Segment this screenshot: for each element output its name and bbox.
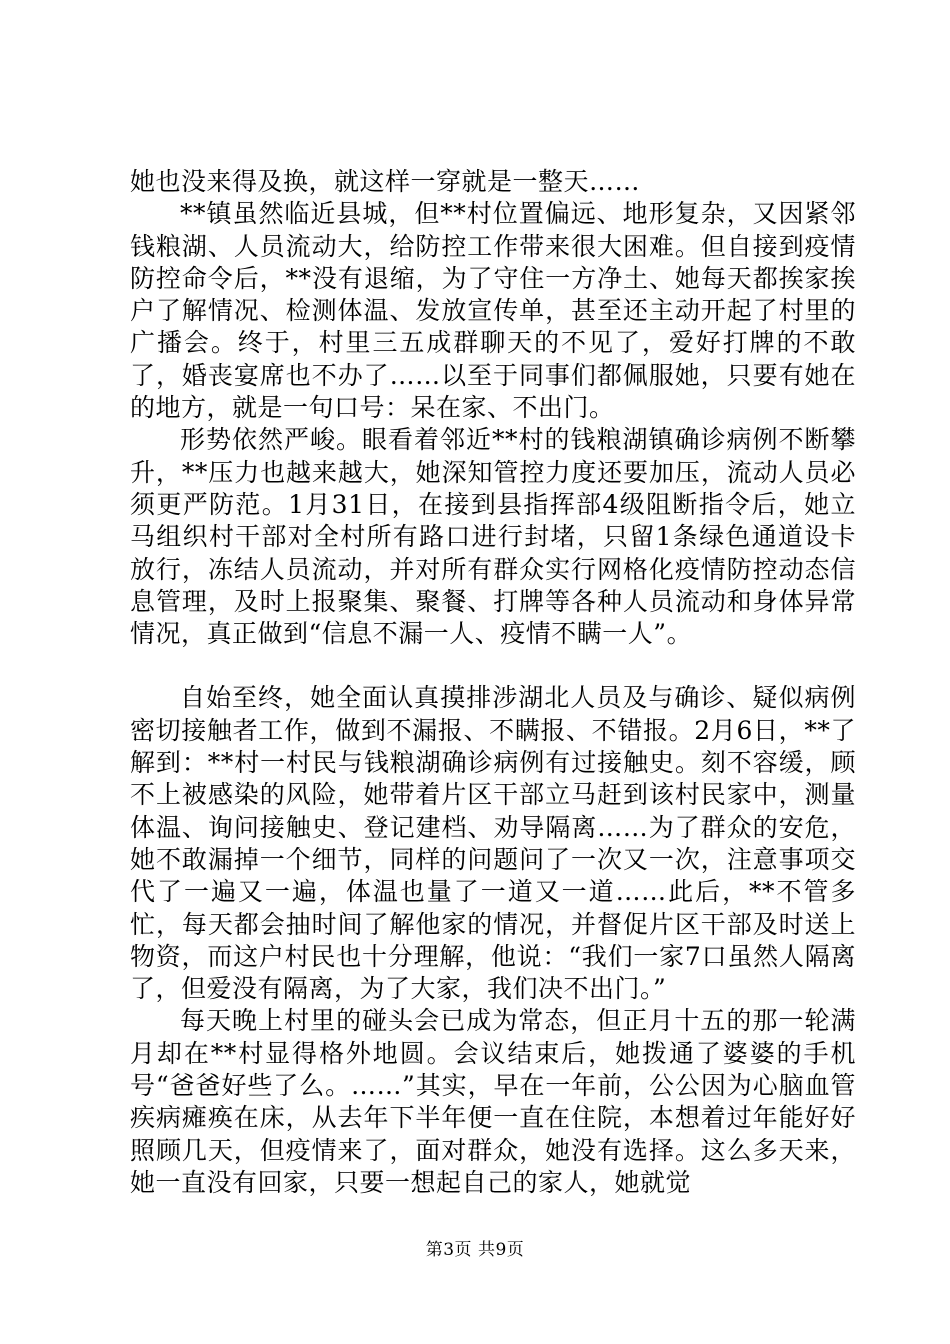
paragraph-town-situation: **镇虽然临近县城，但**村位置偏远、地形复杂，又因紧邻钱粮湖、人员流动大，给防控工作带来很大困难。但自接到疫情防控命令后，**没有退缩，为了守住一方净土、她每天都挨家挨户了解情况、检测体温、发放宣传单，甚至还主动开起了村里的广播会。终于，村里三五成群聊天的不见了，爱好打牌的不敢了，婚丧宴席也不办了……以至于同事们都佩服她，只要有她在的地方，就是一句口号：呆在家、不出门。: [130, 199, 856, 423]
paragraph-severe-situation: 形势依然严峻。眼看着邻近**村的钱粮湖镇确诊病例不断攀升，**压力也越来越大，她深知管控力度还要加压，流动人员必须更严防范。1月31日，在接到县指挥部4级阻断指令后，她立马组织村干部对全村所有路口进行封堵，只留1条绿色通道设卡放行，冻结人员流动，并对所有群众实行网格化疫情防控动态信息管理，及时上报聚集、聚餐、打牌等各种人员流动和身体异常情况，真正做到“信息不漏一人、疫情不瞒一人”。: [130, 425, 856, 649]
paragraph-family: 每天晚上村里的碰头会已成为常态，但正月十五的那一轮满月却在**村显得格外地圆。会议结束后，她拨通了婆婆的手机号“爸爸好些了么。……”其实，早在一年前，公公因为心脑血管疾病瘫痪在床，从去年下半年便一直在住院，本想着过年能好好照顾几天，但疫情来了，面对群众，她没有选择。这么多天来，她一直没有回家，只要一想起自己的家人，她就觉: [130, 1006, 856, 1197]
paragraph-continuation: 她也没来得及换，就这样一穿就是一整天……: [130, 167, 641, 196]
page-footer: [0, 1240, 950, 1260]
page-number-label: 第3页 共9页: [425, 1240, 525, 1260]
document-body: [130, 166, 856, 1199]
paragraph-contact-tracing: 自始至终，她全面认真摸排涉湖北人员及与确诊、疑似病例密切接触者工作，做到不漏报、不瞒报、不错报。2月6日，**了解到：**村一村民与钱粮湖确诊病例有过接触史。刻不容缓，顾不上被感染的风险，她带着片区干部立马赶到该村民家中，测量体温、询问接触史、登记建档、劝导隔离……为了群众的安危，她不敢漏掉一个细节，同样的问题问了一次又一次，注意事项交代了一遍又一遍，体温也量了一道又一道……此后，**不管多忙，每天都会抽时间了解他家的情况，并督促片区干部及时送上物资，而这户村民也十分理解，他说：“我们一家7口虽然人隔离了，但爱没有隔离，为了大家，我们决不出门。”: [130, 683, 856, 1004]
paragraph-gap: [130, 650, 856, 682]
